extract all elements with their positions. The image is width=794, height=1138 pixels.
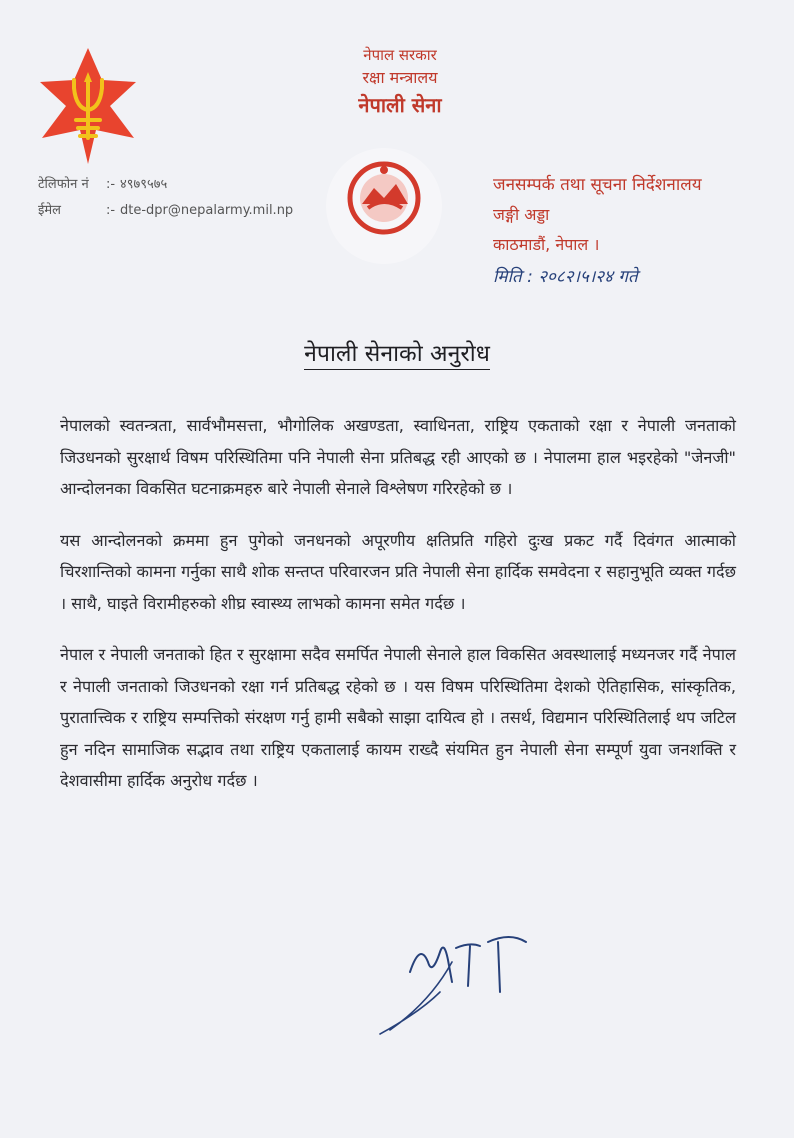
army-name: नेपाली सेना	[358, 93, 442, 117]
email-separator: :-	[106, 203, 116, 218]
ministry-name: रक्षा मन्त्रालय	[362, 68, 438, 87]
telephone-value: ४९७९५७५	[120, 177, 168, 192]
headquarters-name: जङ्गी अड्डा	[493, 205, 550, 224]
signature-icon	[370, 912, 540, 1042]
directorate-seal-icon	[312, 138, 458, 278]
paragraph-2: यस आन्दोलनको क्रममा हुन पुगेको जनधनको अपूरणीय क्षतिप्रति गहिरो दुःख प्रकट गर्दै दिवंगत आत्माको चिरशान्तिको कामना गर्नुका साथै शोक सन्तप्त परिवारजन प्रति नेपाली सेना हार्दिक समवेदना र सहानुभूति व्यक्त गर्दछ । साथै, घाइते विरामीहरुको शीघ्र स्वास्थ्य लाभको कामना समेत गर्दछ ।	[60, 530, 736, 613]
directorate-address	[493, 170, 702, 260]
paragraph-1: नेपालको स्वतन्त्रता, सार्वभौमसत्ता, भौगोलिक अखण्डता, स्वाधिनता, राष्ट्रिय एकताको रक्षा र नेपाली जनताको जिउधनको सुरक्षार्थ विषम परिस्थितिमा पनि नेपाली सेना प्रतिबद्ध रही आएको छ । नेपालमा हाल भइरहेको "जेनजी" आन्दोलनका विकसित घटनाक्रमहरु बारे नेपाली सेनाले विश्लेषण गरिरहेको छ ।	[60, 416, 736, 498]
directorate-name: जनसम्पर्क तथा सूचना निर्देशनालय	[493, 175, 702, 195]
contact-block	[38, 172, 293, 224]
letter-title	[0, 336, 794, 368]
paragraph-3: नेपाल र नेपाली जनताको हित र सुरक्षामा सदैव समर्पित नेपाली सेनाले हाल विकसित अवस्थालाई मध्यनजर गर्दै नेपाल र नेपाली जनताको जिउधनको रक्षा गर्न प्रतिबद्ध रहेको छ । यस विषम परिस्थितिमा देशको ऐतिहासिक, सांस्कृतिक, पुरातात्त्विक र राष्ट्रिय सम्पत्तिको संरक्षण गर्नु हामी सबैको साझा दायित्व हो । तसर्थ, विद्यमान परिस्थितिलाई थप जटिल हुन नदिन सामाजिक सद्भाव तथा राष्ट्रिय एकतालाई कायम राख्दै संयमित हुन नेपाली सेना सम्पूर्ण युवा जनशक्ति र देशवासीमा हार्दिक अनुरोध गर्दछ ।	[60, 645, 736, 790]
email-value: dte-dpr@nepalarmy.mil.np	[120, 203, 294, 218]
nepal-army-emblem-icon	[36, 46, 140, 166]
city-country: काठमाडौं, नेपाल ।	[493, 235, 600, 254]
email-label: ईमेल	[38, 203, 61, 218]
title-text: नेपाली सेनाको अनुरोध	[304, 341, 490, 370]
government-name: नेपाल सरकार	[363, 46, 437, 64]
telephone-separator: :-	[106, 177, 116, 192]
telephone-label: टेलिफोन नं	[38, 177, 89, 192]
letterhead	[250, 44, 550, 120]
letter-body	[60, 410, 736, 817]
handwritten-date: मिति : २०८२।५।२४ गते	[493, 267, 638, 287]
